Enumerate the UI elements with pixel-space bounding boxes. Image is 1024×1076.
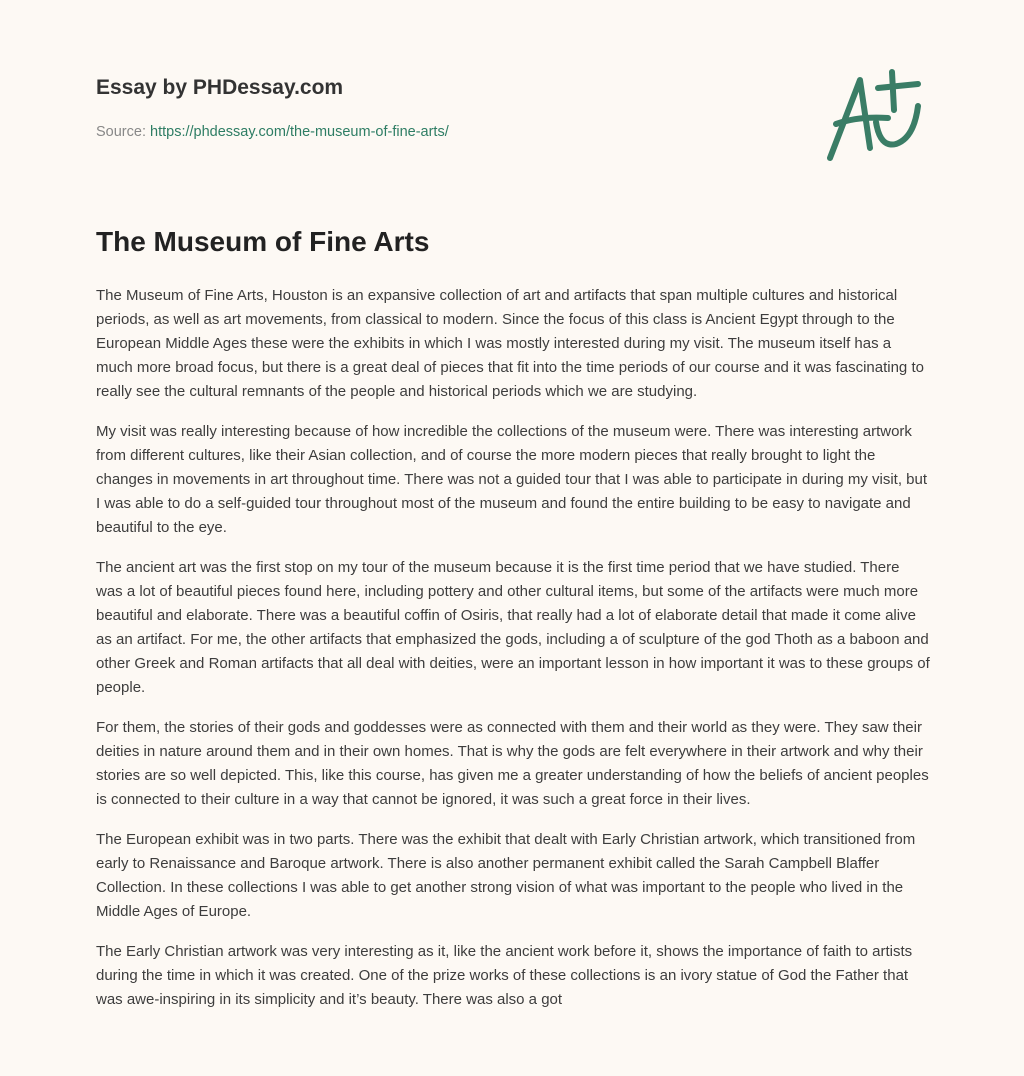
paragraph: The Early Christian artwork was very interesting as it, like the ancient work before it, shows the importance of faith to artists during the time in which it was created. One of the prize works of these collections is an ivory statue of God the Father that was awe-inspiring in its simplicity and it’s beauty. There was also a got (96, 943, 913, 1008)
paragraph: My visit was really interesting because of how incredible the collections of the museum were. There was interesting artwork from different cultures, like their Asian collection, and of course the more modern pieces that really brought to light the changes in movements in art throughout time. There was not a guided tour that I was able to participate in during my visit, but I was able to do a self-guided tour throughout most of the museum and found the entire building to be easy to navigate and beautiful to the eye. (96, 423, 928, 536)
paragraph: For them, the stories of their gods and goddesses were as connected with them and their world as they were. They saw their deities in nature around them and in their own homes. That is why the gods are felt everywhere in their artwork and why their stories are so well depicted. This, like this course, has given me a greater understanding of how the beliefs of ancient peoples is connected to their culture in a way that cannot be ignored, it was such a great force in their lives. (96, 719, 929, 808)
source-label: Source: (96, 124, 146, 140)
a-plus-logo-icon (818, 66, 928, 166)
paragraph: The ancient art was the first stop on my tour of the museum because it is the first time period that we have studied. There was a lot of beautiful pieces found here, including pottery and other cultural items, but some of the artifacts were much more beautiful and elaborate. There was a beautiful coffin of Osiris, that really had a lot of elaborate detail that made it come alive as an artifact. For me, the other artifacts that emphasized the gods, including a of sculpture of the god Thoth as a baboon and other Greek and Roman artifacts that all deal with deities, were an important lesson in how important it was to these groups of people. (96, 559, 930, 696)
article-body (96, 284, 930, 1028)
site-brand: Essay by PHDessay.com (96, 76, 344, 99)
source-link[interactable]: https://phdessay.com/the-museum-of-fine-arts/ (150, 124, 449, 140)
paragraph: The European exhibit was in two parts. There was the exhibit that dealt with Early Christian artwork, which transitioned from early to Renaissance and Baroque artwork. There is also another permanent exhibit called the Sarah Campbell Blaffer Collection. In these collections I was able to get another strong vision of what was important to the people who lived in the Middle Ages of Europe. (96, 831, 916, 920)
paragraph: The Museum of Fine Arts, Houston is an expansive collection of art and artifacts that span multiple cultures and historical periods, as well as art movements, from classical to modern. Since the focus of this class is Ancient Egypt through to the European Middle Ages these were the exhibits in which I was mostly interested during my visit. The museum itself has a much more broad focus, but there is a great deal of pieces that fit into the time periods of our course and it was fascinating to really see the cultural remnants of the people and historical periods which we are studying. (96, 287, 924, 400)
source-line (96, 124, 449, 140)
article-title: The Museum of Fine Arts (96, 226, 430, 257)
